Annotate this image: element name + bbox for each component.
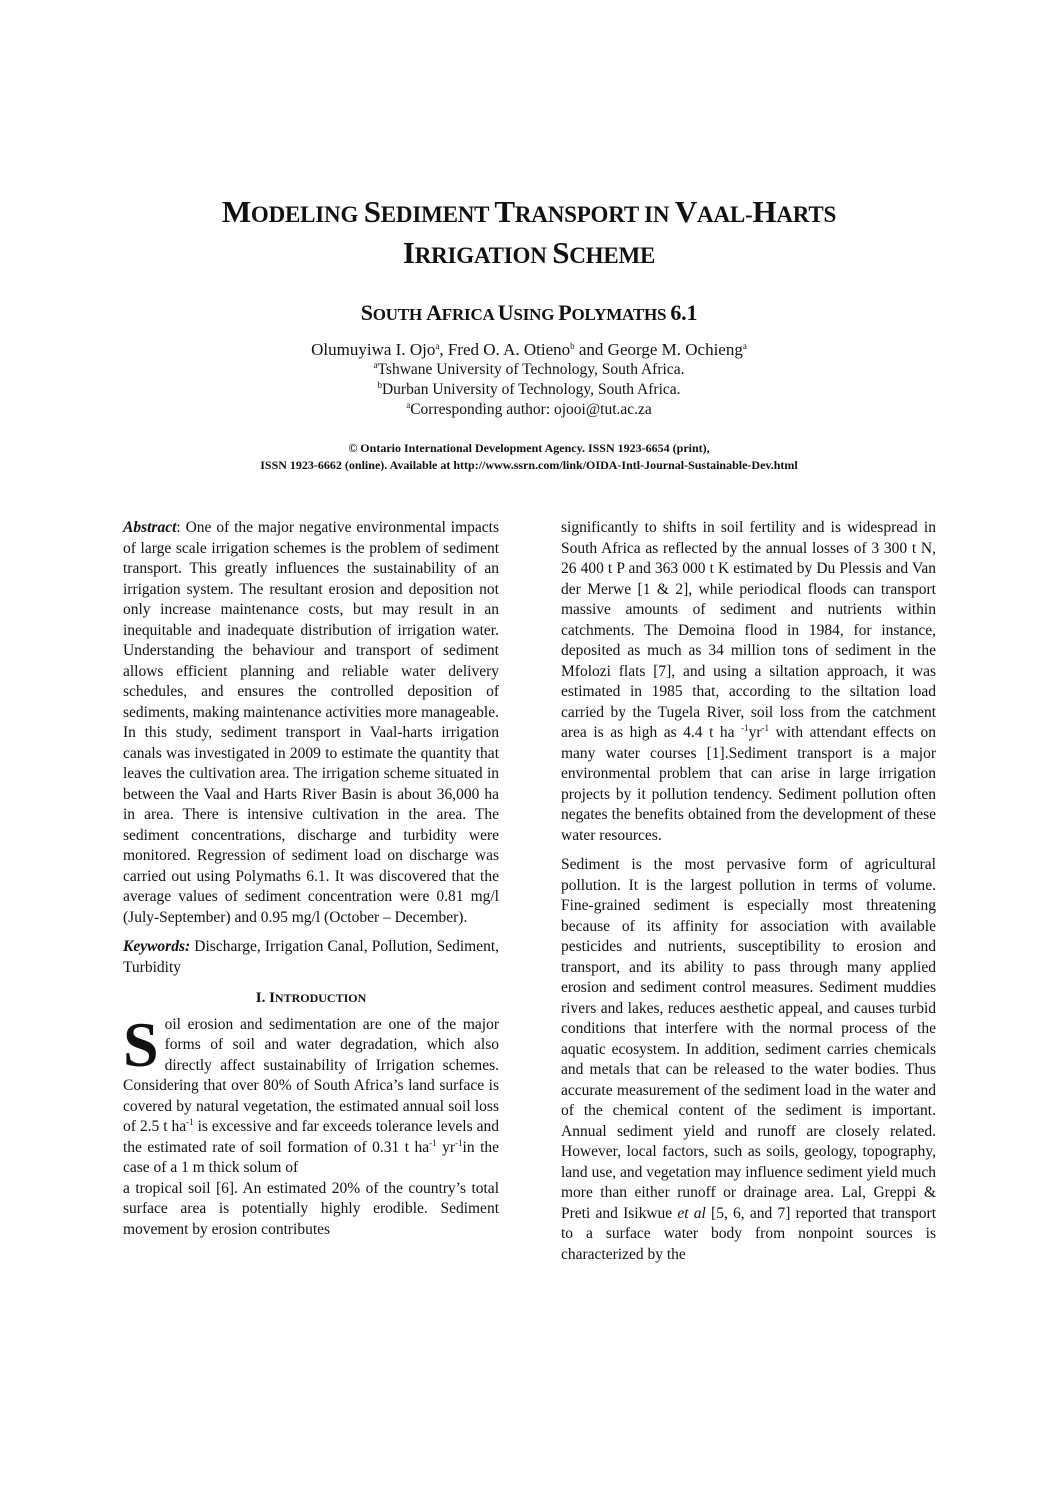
author-name: Olumuyiwa I. Ojo <box>311 340 436 359</box>
abstract-label: Abstract <box>123 519 177 536</box>
intro-paragraph-4: Sediment is the most pervasive form of agricultural pollution. It is the largest pollution in terms of volume. Fine-grained sediment is especially most threatening because of its affinity for association with available pesticides and nutrients, susceptibility to erosion and transport, and its ability to pass through many applied erosion and sediment control measures. Sediment muddies rivers and lakes, reduces aesthetic appeal, and causes turbid conditions that interfere with the normal process of the aquatic ecosystem. In addition, sediment carries chemicals and metals that can be released to the water bodies. Thus accurate measurement of the sediment load in the water and of the chemical content of the sediment is important. Annual sediment yield and runoff are closely related. However, local factors, such as soils, geology, topography, land use, and vegetation may influence sediment yield much more than either runoff or drainage area. Lal, Greppi & Preti and Isikwue et al [5, 6, and 7] reported that transport to a surface water body from nonpoint sources is characterized by the <box>561 856 937 1263</box>
affiliation-a: $^a$Tshwane University of Technology, South Africa. <box>373 360 685 378</box>
keywords-label: Keywords: <box>123 938 191 955</box>
paper-title-line-2 <box>0 231 1058 278</box>
title-word: HARTS <box>752 194 837 229</box>
left-column <box>123 518 499 1240</box>
abstract-paragraph: Abstract: One of the major negative environmental impacts of large scale irrigation schemes is the problem of sediment transport. This greatly influences the sustainability of an irrigation system. The resultant erosion and deposition not only increase maintenance costs, but may result in an inequitable and inadequate distribution of irrigation water. Understanding the behaviour and transport of sediment allows efficient planning and reliable water delivery schedules, and ensures the controlled deposition of sediments, making maintenance activities more manageable. In this study, sediment transport in Vaal-harts irrigation canals was investigated in 2009 to estimate the quantity that leaves the cultivation area. The irrigation scheme situated in between the Vaal and Harts River Basin is about 36,000 ha in area. There is intensive cultivation in the area. The sediment concentrations, discharge and turbidity were monitored. Regression of sediment load on discharge was carried out using Polymaths 6.1. It was discovered that the average values of sediment concentration were 0.81 mg/l (July-September) and 0.95 mg/l (October – December). <box>123 519 499 926</box>
corresponding-author: $^a$Corresponding author: ojooi@tut.ac.za <box>406 400 652 418</box>
title-word: IRRIGATION <box>402 235 553 270</box>
right-column <box>561 518 936 1265</box>
author-list: Olumuyiwa I. Ojo$^a$, Fred O. A. Otieno$^b$ and George M. Ochieng$^a$ <box>311 340 747 359</box>
intro-paragraph-1: Soil erosion and sedimentation are one of the major forms of soil and water degradation, which also directly affect sustainability of Irrigation schemes. Considering that over 80% of South Africa’s land surface is covered by natural vegetation, the estimated annual soil loss of 2.5 t $ha^{-1}$ is excessive and far exceeds tolerance levels and the estimated rate of soil formation of 0.31 t $ha^{-1}$ $yr^{-1}in$ the case of a 1 m thick solum of <box>123 1008 500 1176</box>
paper-subtitle: SOUTH AFRICA USING POLYMATHS 6.1 <box>360 300 698 325</box>
author-name: George M. Ochieng <box>607 340 743 359</box>
title-word: MODELING <box>221 194 364 229</box>
title-word: TRANSPORT IN <box>494 194 675 229</box>
title-word: VAAL- <box>674 194 753 229</box>
section-heading-introduction: I. INTRODUCTION <box>255 990 367 1006</box>
author-name: Fred O. A. Otieno <box>447 340 571 359</box>
intro-paragraph-2: a tropical soil [6]. An estimated 20% of the country’s total surface area is potentially highly erodible. Sediment movement by erosion contributes <box>123 1179 499 1238</box>
intro-paragraph-3: significantly to shifts in soil fertility and is widespread in South Africa as reflected by the annual losses of 3 300 t N, 26 400 t P and 363 000 t K estimated by Du Plessis and Van der Merwe [1 & 2], while periodical floods can transport massive amounts of sediment and nutrients within catchments. The Demoina flood in 1984, for instance, deposited as much as 34 million tons of sediment in the Mfolozi flats [7], and using a siltation approach, it was estimated in 1985 that, according to the siltation load carried by the Tugela River, soil loss from the catchment area is as high as 4.4 t ha $^{-1}yr^{-1}$ with attendant effects on many water courses [1].Sediment transport is a major environmental problem that can arise in large irrigation projects by it pollution tendency. Sediment pollution often negates the benefits obtained from the development of these water resources. <box>561 519 936 844</box>
title-word: SEDIMENT <box>363 194 495 229</box>
drop-cap: S <box>123 1008 159 1080</box>
copyright-line-2: ISSN 1923-6662 (online). Available at http://www.ssrn.com/link/OIDA-Intl-Journal-Sustainable-Dev.html <box>260 458 798 472</box>
copyright-line-1: © Ontario International Development Agency. ISSN 1923-6654 (print), <box>348 441 710 455</box>
paper-title-line-1 <box>0 190 1058 237</box>
title-word: SCHEME <box>552 235 656 270</box>
keywords-paragraph: Keywords: Discharge, Irrigation Canal, Pollution, Sediment, Turbidity <box>123 938 499 976</box>
affiliation-b: $^b$Durban University of Technology, South Africa. <box>377 380 681 398</box>
